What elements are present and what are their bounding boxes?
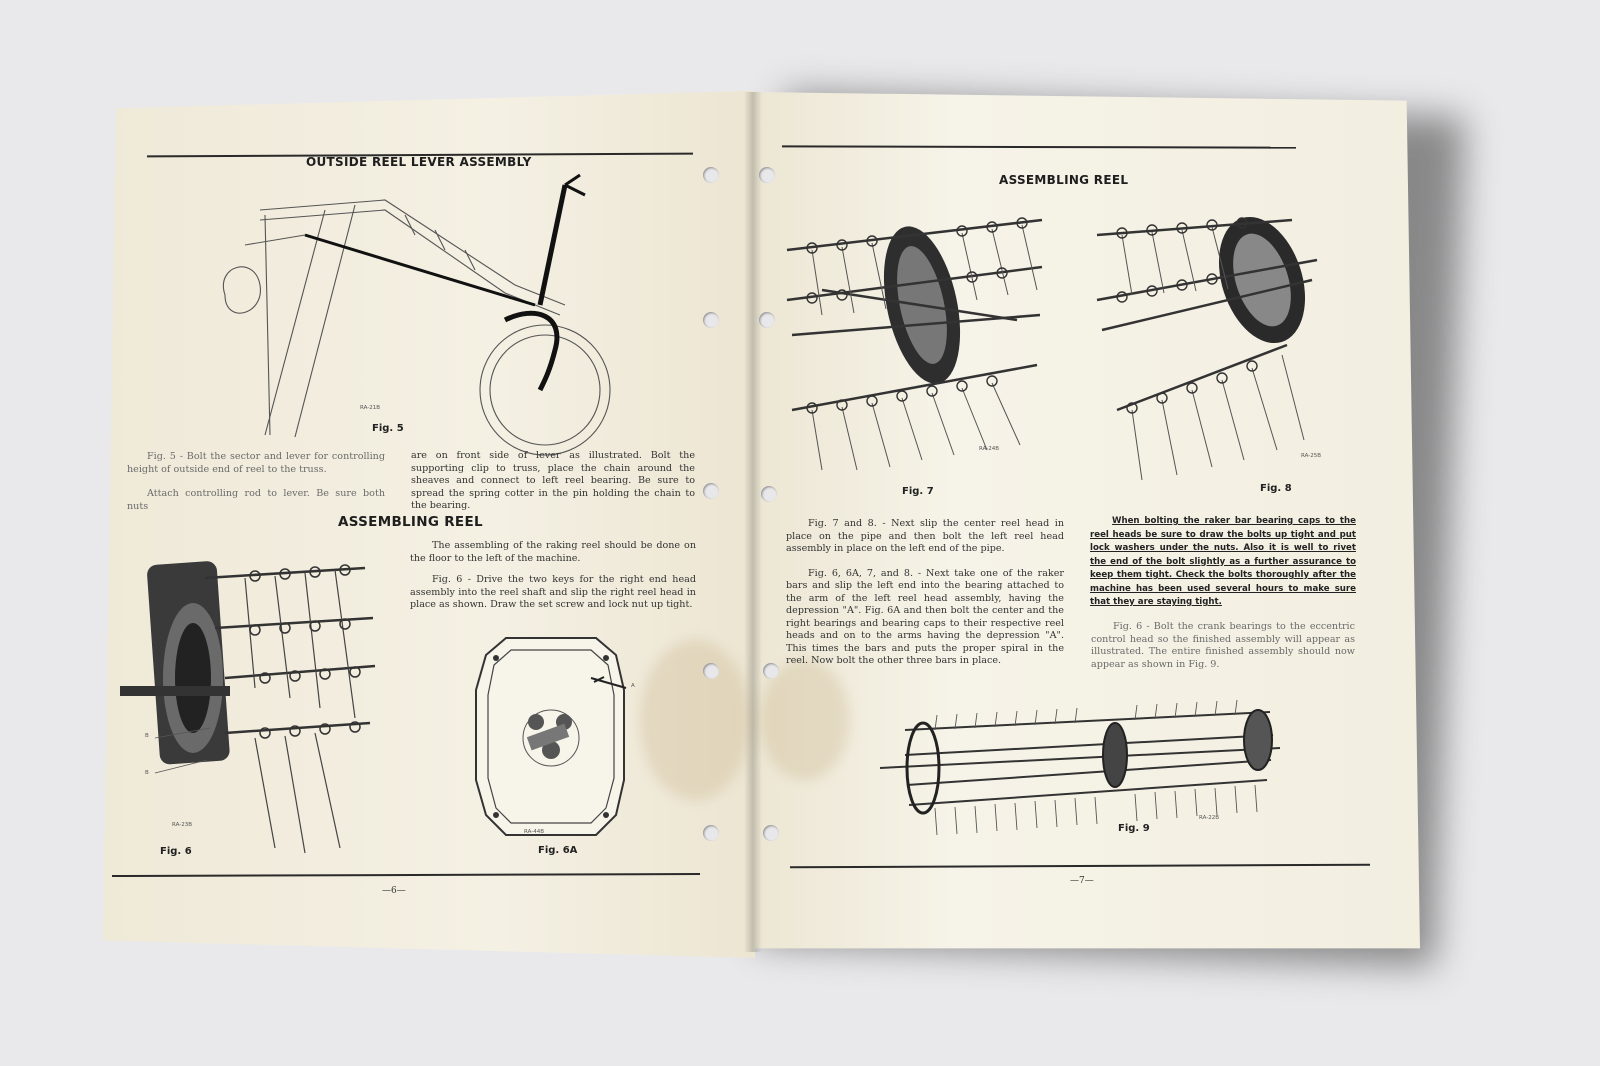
- fig6-code: RA-23B: [172, 822, 192, 828]
- punch-hole: [703, 167, 719, 183]
- fig7-code: RA-24B: [979, 446, 999, 452]
- fig5-label: Fig. 5: [372, 423, 404, 434]
- book-spine: [744, 92, 762, 952]
- punch-hole: [759, 167, 775, 183]
- fig7-label: Fig. 7: [902, 486, 934, 497]
- fig9-label: Fig. 9: [1118, 823, 1150, 834]
- fig6-callout-b: B: [145, 770, 149, 776]
- fig9-code: RA-22B: [1199, 815, 1219, 821]
- right-text-col1: [786, 518, 1064, 677]
- fig6-illustration: [115, 548, 380, 858]
- punch-hole: [703, 483, 719, 499]
- page-number-right: —7—: [1070, 876, 1094, 886]
- water-stain: [640, 640, 750, 800]
- fig8-label: Fig. 8: [1260, 483, 1292, 494]
- punch-hole: [763, 663, 779, 679]
- warning-text: When bolting the raker bar bearing caps to the reel heads be sure to draw the bolts up tight and put lock washers under the nuts. Also it is well to rivet the end of the bolt slightly as a further assurance to keep them tight. Check the bolts thoroughly after the machine has been used several hours to make sure that they are staying tight.: [1090, 516, 1356, 607]
- fig8-code: RA-25B: [1301, 453, 1321, 459]
- fig8-illustration: [1092, 205, 1327, 485]
- fig5-text-c: are on front side of lever as illustrated. Bolt the supporting clip to truss, place the chain around the sheaves and connect to left reel bearing. Be sure to spread the spring cotter in the pin holding the chain to the bearing.: [411, 450, 695, 511]
- text-fig6-crank: Fig. 6 - Bolt the crank bearings to the eccentric control head so the finished assembly will appear as illustrated. The entire finished assembly should now appear as shown in Fig. 9.: [1091, 621, 1355, 670]
- fig7-illustration: [782, 205, 1052, 480]
- reel-intro-text: [410, 540, 696, 621]
- fig5-text-a: Fig. 5 - Bolt the sector and lever for controlling height of outside end of reel to the truss.: [127, 451, 385, 475]
- fig5-illustration: [205, 175, 625, 440]
- fig6a-callout: A: [631, 683, 635, 689]
- fig6-callout-a: B: [145, 733, 149, 739]
- heading-assembling-reel-right: ASSEMBLING REEL: [999, 173, 1129, 187]
- punch-hole: [703, 663, 719, 679]
- heading-outside-reel-lever: OUTSIDE REEL LEVER ASSEMBLY: [306, 155, 532, 169]
- page-number-left: —6—: [382, 886, 406, 896]
- text-fig78: Fig. 7 and 8. - Next slip the center reel head in place on the pipe and then bolt the left reel head assembly in place on the left end of the pipe.: [786, 518, 1064, 554]
- punch-hole: [759, 312, 775, 328]
- fig6a-illustration: [466, 630, 636, 842]
- punch-hole: [703, 825, 719, 841]
- punch-hole: [703, 312, 719, 328]
- fig5-code: RA-21B: [360, 405, 380, 411]
- reel-text-2: Fig. 6 - Drive the two keys for the right end head assembly into the reel shaft and slip the right reel head in place as shown. Draw the set screw and lock nut up tight.: [410, 574, 696, 610]
- fig6a-code: RA-44B: [524, 829, 544, 835]
- punch-hole: [761, 486, 777, 502]
- fig6-label: Fig. 6: [160, 846, 192, 857]
- punch-hole: [763, 825, 779, 841]
- text-fig66a78: Fig. 6, 6A, 7, and 8. - Next take one of the raker bars and slip the left end into the bearing attached to the arm of the left reel head assembly, having the depression "A". Fig. 6A and then bolt the center and the right bearings and bearing caps to their respective reel heads and on to the arms having the depression "A". This times the bars and puts the proper spiral in the reel. Now bolt the other three bars in place.: [786, 567, 1064, 666]
- fig9-illustration: [875, 700, 1285, 840]
- heading-assembling-reel-left: ASSEMBLING REEL: [338, 514, 483, 530]
- fig6a-label: Fig. 6A: [538, 845, 578, 856]
- fig5-text-b: Attach controlling rod to lever. Be sure both nuts: [127, 488, 385, 512]
- reel-text-1: The assembling of the raking reel should be done on the floor to the left of the machine.: [410, 540, 696, 564]
